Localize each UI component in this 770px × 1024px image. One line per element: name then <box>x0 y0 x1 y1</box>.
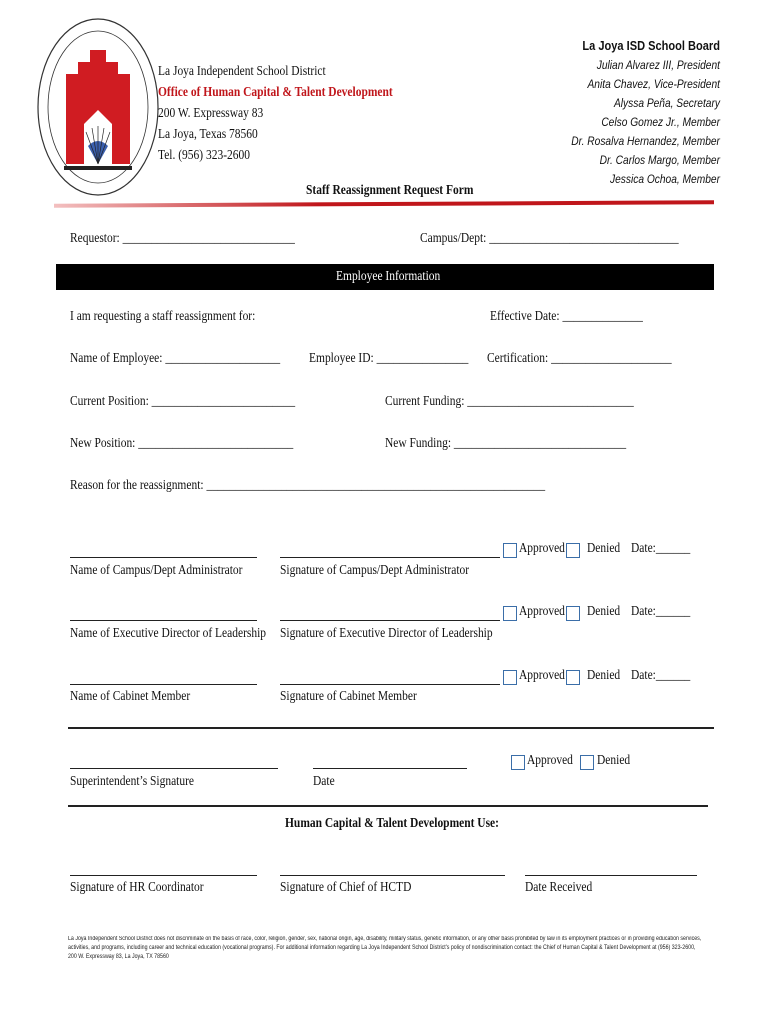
campus-dept-field[interactable]: Campus/Dept: _________________________________ <box>420 231 679 246</box>
chief-hctd-label: Signature of Chief of HCTD <box>280 880 412 895</box>
office-name: Office of Human Capital & Talent Development <box>158 85 393 100</box>
approved-label: Approved <box>519 604 565 619</box>
board-member: Jessica Ochoa, Member <box>610 172 720 186</box>
superintendent-signature-line[interactable] <box>70 768 278 769</box>
approver-name-label: Name of Executive Director of Leadership <box>70 626 267 641</box>
hr-coordinator-label: Signature of HR Coordinator <box>70 880 204 895</box>
approver-name-label: Name of Cabinet Member <box>70 689 191 704</box>
date-field[interactable]: Date:______ <box>631 604 691 619</box>
employee-id-field[interactable]: Employee ID: ________________ <box>309 351 469 366</box>
denied-checkbox[interactable] <box>580 755 594 770</box>
address-line-2: La Joya, Texas 78560 <box>158 127 258 142</box>
hr-coordinator-signature-line[interactable] <box>70 875 257 876</box>
approver-signature-label: Signature of Campus/Dept Administrator <box>280 563 470 578</box>
date-field[interactable]: Date:______ <box>631 668 691 683</box>
board-member: Celso Gomez Jr., Member <box>601 115 720 129</box>
date-received-label: Date Received <box>525 880 593 895</box>
phone: Tel. (956) 323-2600 <box>158 148 250 163</box>
address-line-1: 200 W. Expressway 83 <box>158 106 264 121</box>
header-rule <box>54 200 714 207</box>
board-member: Dr. Rosalva Hernandez, Member <box>571 134 720 148</box>
reason-field[interactable]: Reason for the reassignment: ___________________________________________________________ <box>70 478 546 493</box>
district-name: La Joya Independent School District <box>158 64 326 79</box>
denied-label: Denied <box>587 604 621 619</box>
approved-label: Approved <box>527 753 573 768</box>
denied-checkbox[interactable] <box>566 670 580 685</box>
cabinet-member-name-line[interactable] <box>70 684 257 685</box>
board-member: Anita Chavez, Vice-President <box>587 77 720 91</box>
denied-label: Denied <box>587 668 621 683</box>
chief-hctd-signature-line[interactable] <box>280 875 505 876</box>
board-member: Alyssa Peña, Secretary <box>613 96 720 110</box>
approved-label: Approved <box>519 668 565 683</box>
certification-field[interactable]: Certification: _____________________ <box>487 351 672 366</box>
current-position-field[interactable]: Current Position: _________________________ <box>70 394 296 409</box>
exec-director-signature-line[interactable] <box>280 620 500 621</box>
approved-checkbox[interactable] <box>503 543 517 558</box>
new-position-field[interactable]: New Position: ___________________________ <box>70 436 294 451</box>
cabinet-member-signature-line[interactable] <box>280 684 500 685</box>
section-divider <box>68 727 714 729</box>
approver-signature-label: Signature of Cabinet Member <box>280 689 417 704</box>
approved-label: Approved <box>519 541 565 556</box>
approver-name-label: Name of Campus/Dept Administrator <box>70 563 243 578</box>
employee-information-bar <box>56 264 714 290</box>
approved-checkbox[interactable] <box>511 755 525 770</box>
denied-label: Denied <box>597 753 631 768</box>
section-title: Employee Information <box>336 269 441 284</box>
board-title: La Joya ISD School Board <box>582 38 720 53</box>
date-field[interactable]: Date:______ <box>631 541 691 556</box>
denied-label: Denied <box>587 541 621 556</box>
hr-section-title: Human Capital & Talent Development Use: <box>285 816 499 831</box>
board-member: Julian Alvarez III, President <box>596 58 720 72</box>
employee-name-field[interactable]: Name of Employee: ____________________ <box>70 351 281 366</box>
board-member: Dr. Carlos Margo, Member <box>599 153 720 167</box>
approved-checkbox[interactable] <box>503 670 517 685</box>
requesting-for-label: I am requesting a staff reassignment for: <box>70 309 256 324</box>
approved-checkbox[interactable] <box>503 606 517 621</box>
superintendent-signature-label: Superintendent’s Signature <box>70 774 195 789</box>
superintendent-date-line[interactable] <box>313 768 467 769</box>
denied-checkbox[interactable] <box>566 606 580 621</box>
admin-signature-line[interactable] <box>280 557 500 558</box>
school-board-list <box>545 38 720 189</box>
superintendent-date-label: Date <box>313 774 335 789</box>
approver-signature-label: Signature of Executive Director of Leadership <box>280 626 493 641</box>
form-title: Staff Reassignment Request Form <box>306 183 474 198</box>
admin-name-line[interactable] <box>70 557 257 558</box>
denied-checkbox[interactable] <box>566 543 580 558</box>
section-divider <box>68 805 708 807</box>
new-funding-field[interactable]: New Funding: ______________________________ <box>385 436 627 451</box>
exec-director-name-line[interactable] <box>70 620 257 621</box>
current-funding-field[interactable]: Current Funding: _____________________________ <box>385 394 634 409</box>
effective-date-field[interactable]: Effective Date: ______________ <box>490 309 643 324</box>
district-seal-logo <box>34 14 162 200</box>
date-received-line[interactable] <box>525 875 697 876</box>
nondiscrimination-notice: La Joya Independent School District does not discriminate on the basis of race, color, religion, gender, sex, national origin, age, disability, military status, genetic information, or any other basis prohibited by law in its employment practices or in providing education services, activities, and programs, including career and technical education (vocational programs). For additional information regarding La Joya Independent School District's policy of nondiscrimination contact: the Chief of Human Capital & Talent Development at (956) 323-2600, 200 W. Expressway 83, La Joya, TX 78560 <box>68 936 702 960</box>
requestor-field[interactable]: Requestor: ______________________________ <box>70 231 295 246</box>
